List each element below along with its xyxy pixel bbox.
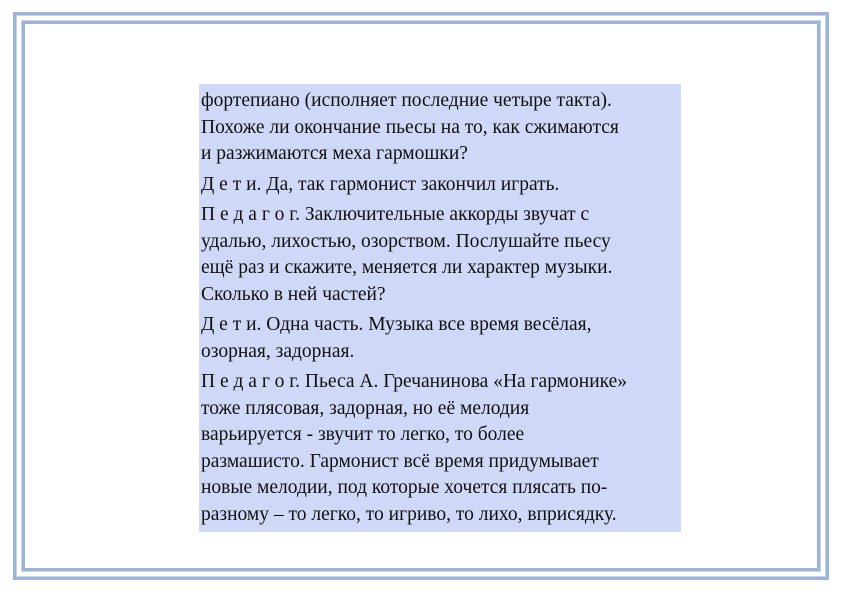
paragraph-children-reply-1: Д е т и. Да, так гармонист закончил играть. xyxy=(201,173,560,195)
paragraph-teacher-1: П е д а г о г. Заключительные аккорды звучат с удалью, лихостью, озорством. Послушайте пьесу ещё раз и скажите, меняется ли характер музыки. Сколько в ней частей? xyxy=(201,204,613,305)
paragraph-teacher-2: П е д а г о г. Пьеса А. Гречанинова «На гармонике» тоже плясовая, задорная, но её мелодия варьируется - звучит то легко, то более размашисто. Гармонист всё время придумывает новые мелодии, под которые хочется плясать по- разному – то легко, то игриво, то лихо, вприсядку. xyxy=(201,371,628,525)
text-block xyxy=(199,84,681,532)
paragraph-intro: фортепиано (исполняет последние четыре такта). Похоже ли окончание пьесы на то, как сжимаются и разжимаются меха гармошки? xyxy=(201,90,619,164)
paragraph-children-reply-2: Д е т и. Одна часть. Музыка все время весёлая, озорная, задорная. xyxy=(201,314,592,362)
